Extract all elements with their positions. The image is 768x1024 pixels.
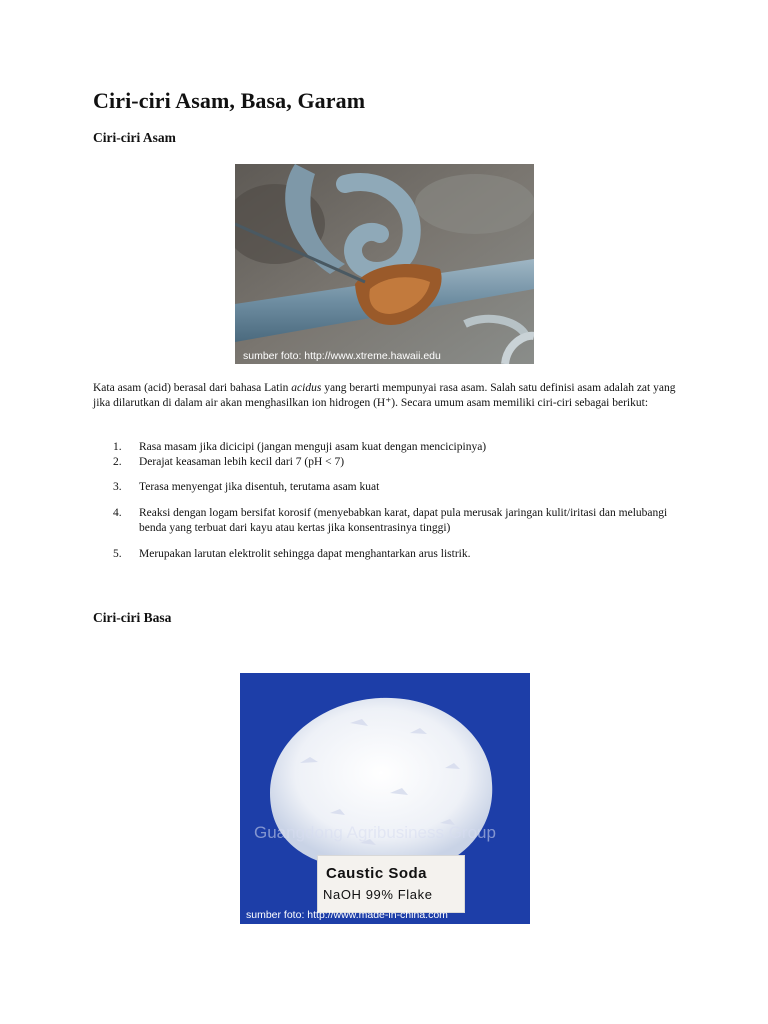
intro-text-italic: acidus — [291, 382, 322, 394]
product-label-subtitle: NaOH 99% Flake — [323, 887, 433, 902]
image-watermark: Guangdong Agribusiness Group — [254, 823, 496, 842]
intro-text-after: yang berarti mempunyai rasa asam. Salah satu definisi asam adalah zat yang jika dilarutkan di dalam air akan menghasilkan ion hidrogen (H⁺). Secara umum asam memiliki ciri-ciri sebagai berikut: — [93, 382, 676, 409]
product-label-card — [317, 855, 465, 913]
list-text: Reaksi dengan logam bersifat korosif (menyebabkan karat, dapat pula merusak jaringan kulit/iritasi dan melubangi benda yang terbuat dari kayu atau kertas jika konsentrasinya tinggi) — [139, 507, 668, 534]
intro-text-before: Kata asam (acid) berasal dari bahasa Latin — [93, 382, 292, 394]
section-heading-basa: Ciri-ciri Basa — [93, 610, 172, 625]
list-number: 3. — [113, 481, 122, 493]
product-label-title: Caustic Soda — [326, 865, 428, 882]
rust-illustration — [235, 164, 534, 364]
list-text: Merupakan larutan elektrolit sehingga dapat menghantarkan arus listrik. — [139, 548, 471, 560]
page-title: Ciri-ciri Asam, Basa, Garam — [93, 88, 366, 113]
list-text: Terasa menyengat jika disentuh, terutama asam kuat — [139, 481, 380, 493]
list-number: 5. — [113, 548, 122, 560]
list-number: 2. — [113, 456, 122, 468]
section-heading-asam: Ciri-ciri Asam — [93, 130, 176, 145]
list-text: Derajat keasaman lebih kecil dari 7 (pH < 7) — [139, 456, 345, 468]
list-number: 4. — [113, 507, 122, 519]
list-text: Rasa masam jika dicicipi (jangan menguji asam kuat dengan mencicipinya) — [139, 441, 487, 453]
rusted-metal-photo — [235, 164, 534, 364]
list-number: 1. — [113, 441, 122, 453]
caustic-soda-photo — [240, 673, 530, 924]
image-caption-asam: sumber foto: http://www.xtreme.hawaii.edu — [243, 350, 441, 362]
image-caption-basa: sumber foto: http://www.made-in-china.com — [246, 909, 448, 921]
asam-intro-paragraph — [93, 381, 693, 411]
